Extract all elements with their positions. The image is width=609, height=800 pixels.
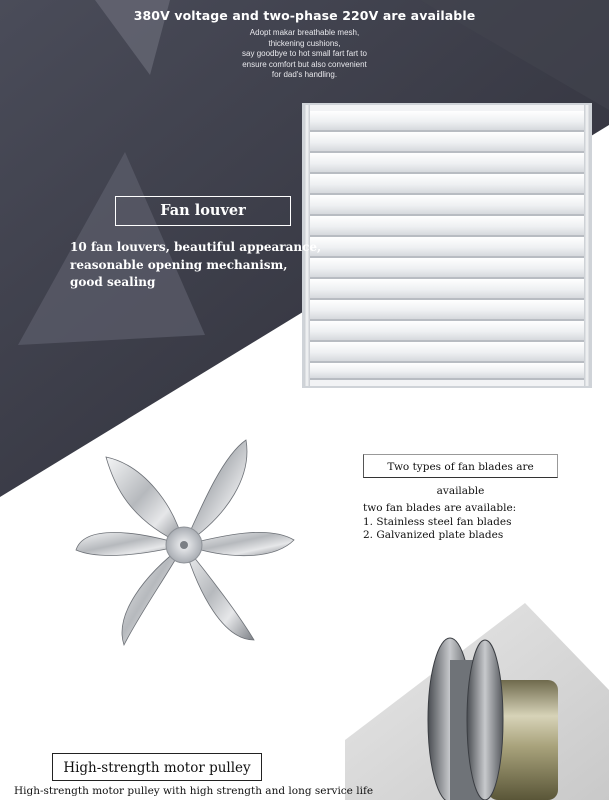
fan-blade-illustration <box>76 440 294 645</box>
fan-blades-intro: two fan blades are available: <box>363 502 517 514</box>
intro-line-2: thickening cushions, <box>268 38 341 48</box>
voltage-heading: 380V voltage and two-phase 220V are available <box>133 8 476 23</box>
intro-line-3: say goodbye to hot small fart fart to <box>242 49 367 58</box>
intro-line-1: Adopt makar breathable mesh, <box>249 28 360 37</box>
louver-slat <box>310 279 584 300</box>
louver-slat <box>310 363 584 380</box>
louver-slat <box>310 237 584 258</box>
fan-louver-description <box>70 239 321 292</box>
fan-blades-item: 2. Galvanized plate blades <box>363 529 504 541</box>
louver-desc-line: 10 fan louvers, beautiful appearance, <box>70 240 322 254</box>
louver-slat <box>310 216 584 237</box>
fan-blades-item: 1. Stainless steel fan blades <box>363 515 512 528</box>
fan-louver-title: Fan louver <box>115 196 291 226</box>
intro-line-4: ensure comfort but also convenient <box>242 59 367 69</box>
louver-slat <box>310 258 584 279</box>
louver-slat <box>310 174 584 195</box>
louver-slat <box>310 321 584 342</box>
louver-slat <box>310 342 584 363</box>
intro-line-5: for dad's handling. <box>271 70 338 79</box>
motor-pulley-description: High-strength motor pulley with high strength and long service life <box>14 785 374 797</box>
fan-hub-bolt <box>180 541 188 549</box>
fan-blades-title: Two types of fan blades are available <box>363 454 558 478</box>
louver-slat <box>310 195 584 216</box>
louver-slat <box>310 111 584 132</box>
louver-slat <box>310 300 584 321</box>
fan-blades-list <box>363 502 516 543</box>
motor-pulley-title: High-strength motor pulley <box>52 753 262 781</box>
louver-desc-line: reasonable opening mechanism, <box>70 257 288 272</box>
louver-desc-line: good sealing <box>70 275 156 289</box>
fan-louver-image <box>302 103 592 388</box>
louver-slat <box>310 132 584 153</box>
pulley-flange-right <box>467 640 503 800</box>
louver-frame-right <box>584 105 590 386</box>
louver-slat <box>310 153 584 174</box>
